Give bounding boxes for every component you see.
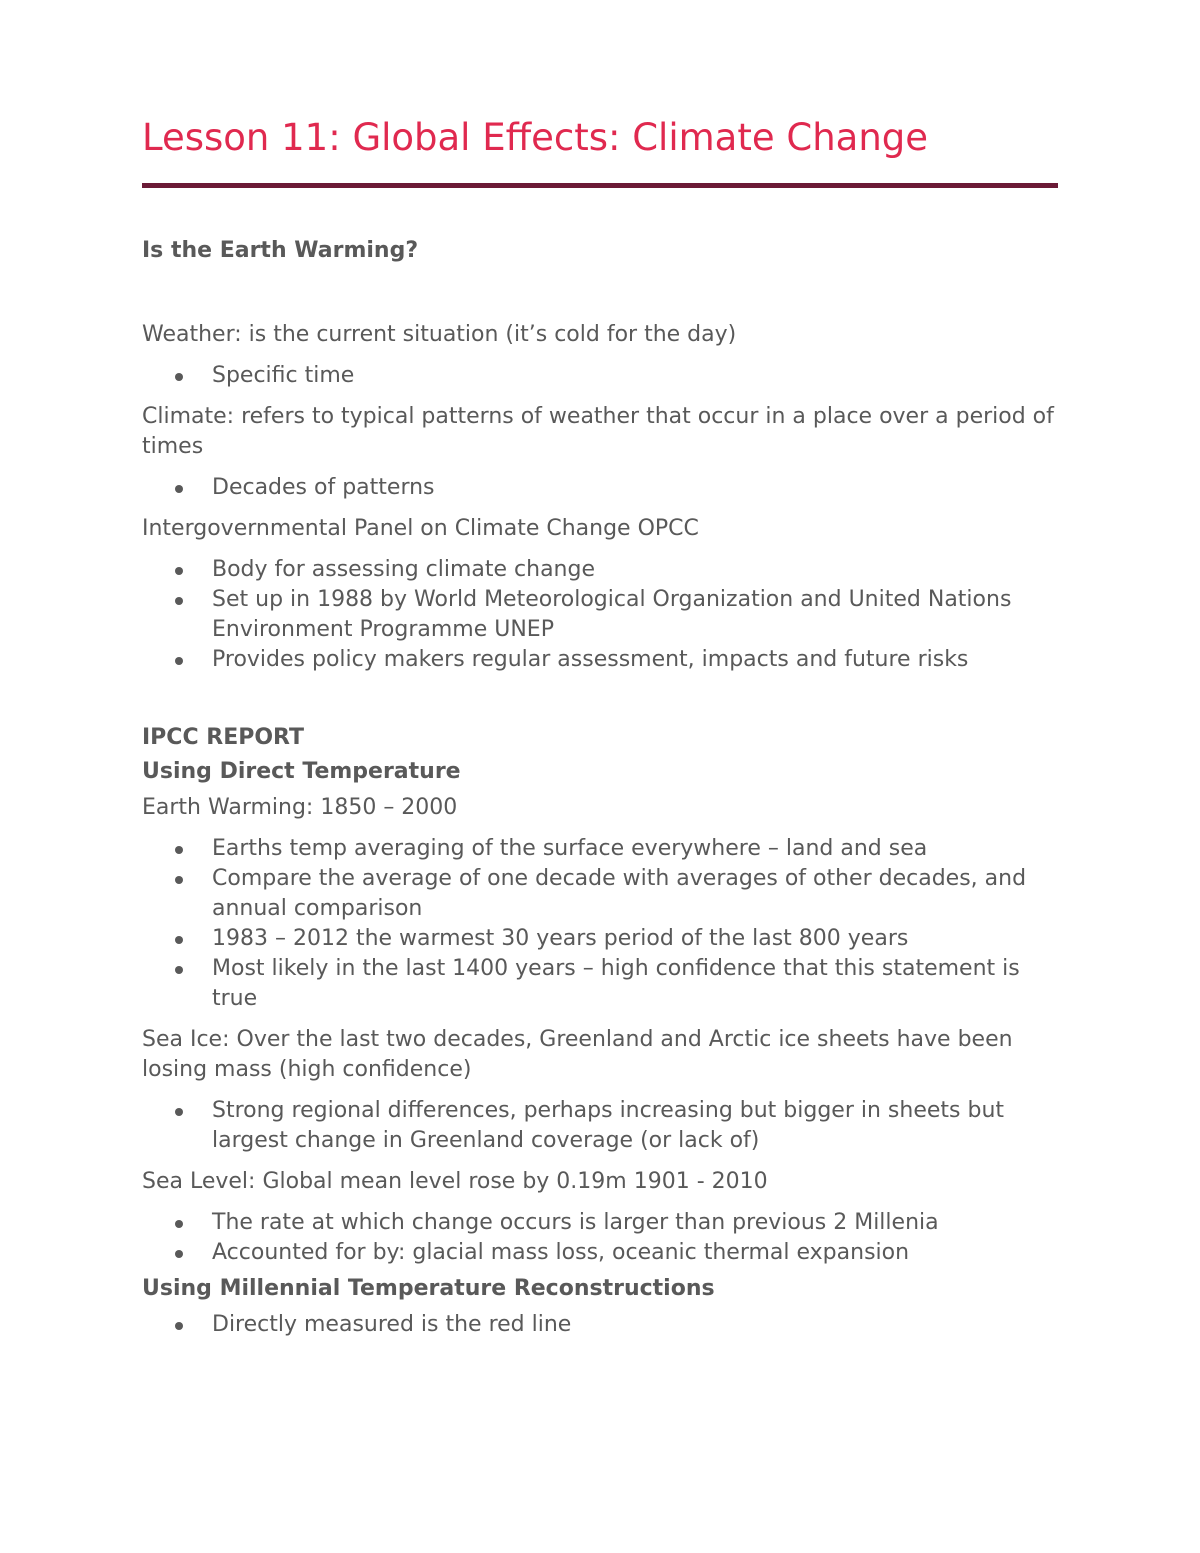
list-item: [142, 1238, 1058, 1268]
list-item-text: Earths temp averaging of the surface everywhere – land and sea: [212, 836, 928, 861]
bullet-icon: [175, 846, 183, 854]
list-item: [142, 555, 1058, 585]
weather-definition: Weather: is the current situation (it’s cold for the day): [142, 322, 737, 347]
ipcc-bullets: [142, 555, 1058, 675]
sea-ice-text: Sea Ice: Over the last two decades, Greenland and Arctic ice sheets have been losing mass (high confidence): [142, 1027, 1013, 1082]
heading-is-earth-warming: Is the Earth Warming?: [142, 238, 419, 263]
sea-level-bullets: [142, 1208, 1058, 1268]
spacer: [142, 268, 1058, 320]
spacer: [142, 823, 1058, 834]
list-item-text: Strong regional differences, perhaps increasing but bigger in sheets but largest change in Greenland coverage (or lack of): [212, 1098, 1005, 1153]
spacer: [142, 391, 1058, 402]
list-item: [142, 1310, 1058, 1340]
list-item-text: Decades of patterns: [212, 475, 435, 500]
bullet-icon: [175, 567, 183, 575]
spacer: [142, 503, 1058, 514]
spacer: [142, 1197, 1058, 1208]
spacer: [142, 350, 1058, 361]
bullet-icon: [175, 876, 183, 884]
list-item: [142, 954, 1058, 1014]
document-body: [142, 234, 1058, 1340]
bullet-icon: [175, 657, 183, 665]
list-item: [142, 924, 1058, 954]
bullet-icon: [175, 1220, 183, 1228]
list-item: [142, 1096, 1058, 1156]
spacer: [142, 544, 1058, 555]
ipcc-definition: Intergovernmental Panel on Climate Change OPCC: [142, 516, 699, 541]
title-underline: [142, 183, 1058, 188]
list-item: [142, 361, 1058, 391]
bullet-icon: [175, 597, 183, 605]
bullet-icon: [175, 1322, 183, 1330]
list-item: [142, 473, 1058, 503]
weather-bullets: [142, 361, 1058, 391]
list-item-text: Provides policy makers regular assessment, impacts and future risks: [212, 647, 969, 672]
climate-bullets: [142, 473, 1058, 503]
spacer: [142, 675, 1058, 721]
bullet-icon: [175, 1250, 183, 1258]
sea-level-text: Sea Level: Global mean level rose by 0.19m 1901 - 2010: [142, 1169, 768, 1194]
heading-ipcc-report: IPCC REPORT: [142, 725, 305, 750]
subheading-direct-temperature: Using Direct Temperature: [142, 759, 461, 784]
list-item-text: Directly measured is the red line: [212, 1312, 572, 1337]
climate-definition: Climate: refers to typical patterns of weather that occur in a place over a period of times: [142, 404, 1054, 459]
sea-ice-bullets: [142, 1096, 1058, 1156]
list-item: [142, 585, 1058, 645]
page-title: Lesson 11: Global Effects: Climate Change: [142, 116, 929, 159]
bullet-icon: [175, 373, 183, 381]
list-item-text: Specific time: [212, 363, 355, 388]
list-item-text: Body for assessing climate change: [212, 557, 596, 582]
list-item-text: Set up in 1988 by World Meteorological Organization and United Nations Environment Programme UNEP: [212, 587, 1012, 642]
spacer: [142, 462, 1058, 473]
spacer: [142, 1156, 1058, 1167]
earth-warming-text: Earth Warming: 1850 – 2000: [142, 795, 458, 820]
bullet-icon: [175, 1108, 183, 1116]
list-item-text: Compare the average of one decade with averages of other decades, and annual comparison: [212, 866, 1027, 921]
list-item-text: Accounted for by: glacial mass loss, oceanic thermal expansion: [212, 1240, 910, 1265]
list-item-text: Most likely in the last 1400 years – high confidence that this statement is true: [212, 956, 1020, 1011]
list-item-text: 1983 – 2012 the warmest 30 years period of the last 800 years: [212, 926, 909, 951]
list-item-text: The rate at which change occurs is larger than previous 2 Millenia: [212, 1210, 939, 1235]
bullet-icon: [175, 485, 183, 493]
list-item: [142, 864, 1058, 924]
spacer: [142, 1085, 1058, 1096]
bullet-icon: [175, 966, 183, 974]
list-item: [142, 834, 1058, 864]
bullet-icon: [175, 936, 183, 944]
earth-warming-bullets: [142, 834, 1058, 1014]
subheading-millennial-reconstructions: Using Millennial Temperature Reconstructions: [142, 1276, 715, 1301]
list-item: [142, 645, 1058, 675]
millennial-bullets: [142, 1310, 1058, 1340]
list-item: [142, 1208, 1058, 1238]
spacer: [142, 1014, 1058, 1025]
